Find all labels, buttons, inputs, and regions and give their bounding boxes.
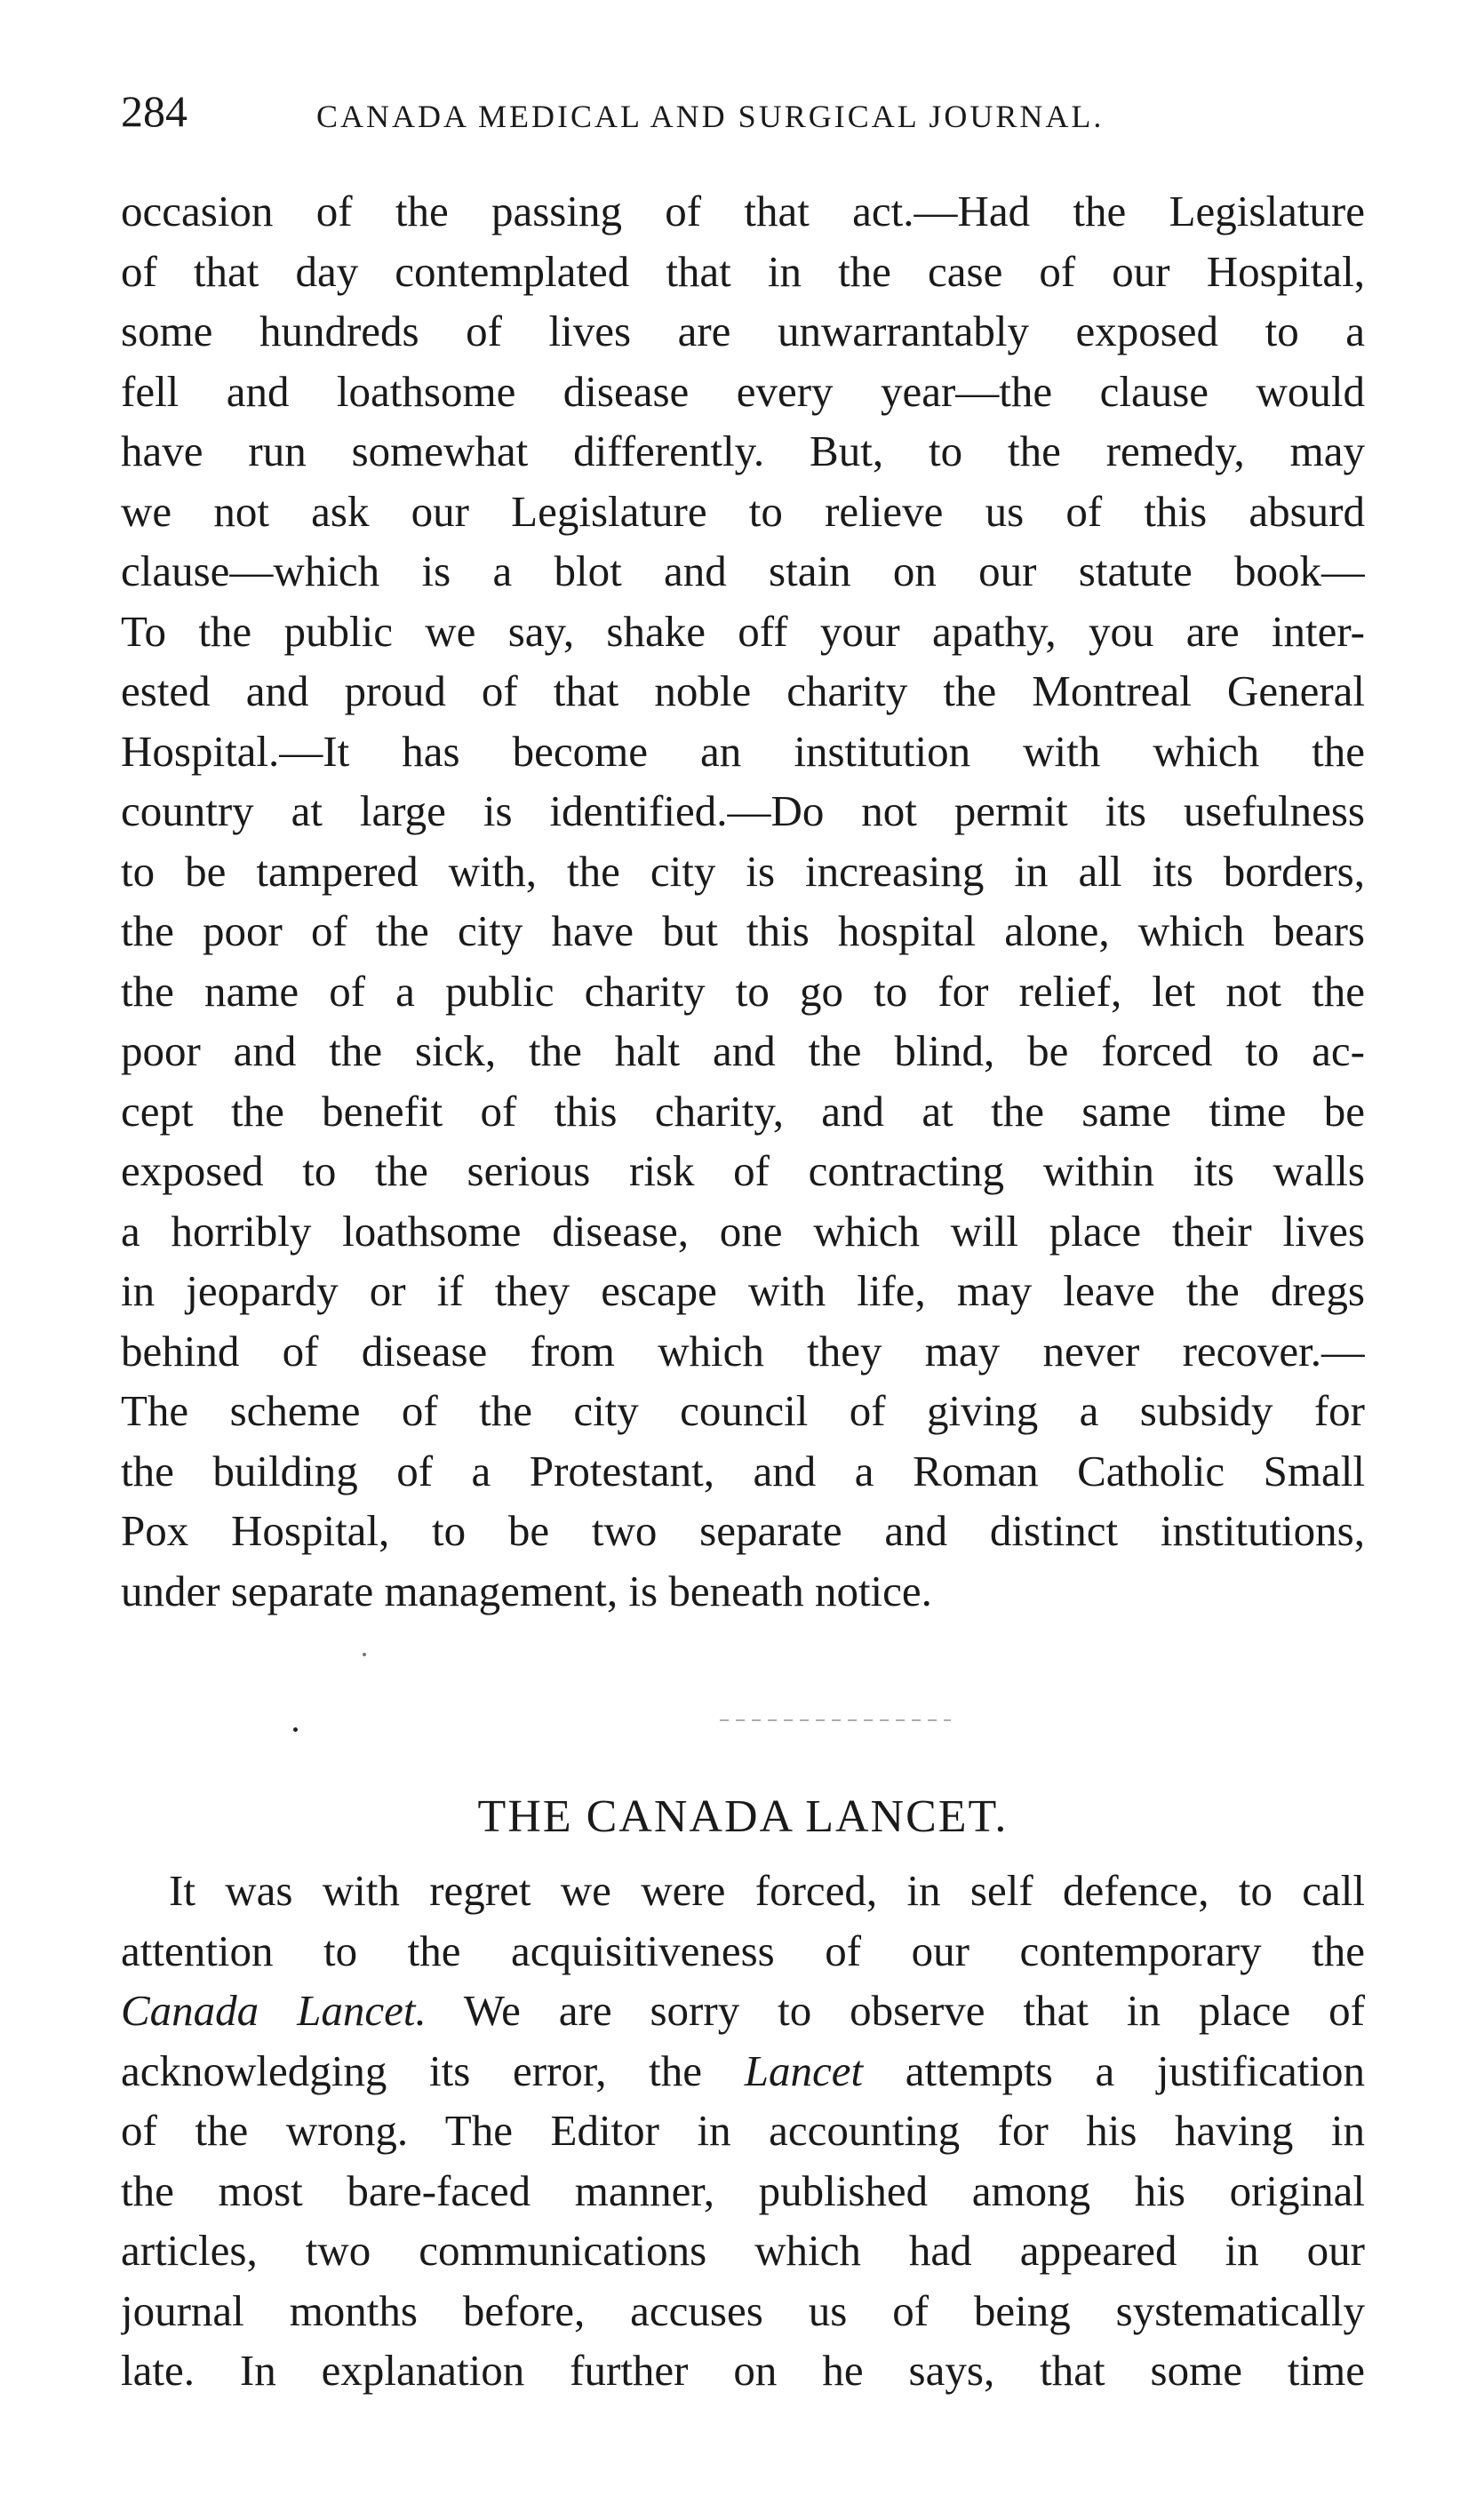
text-line: the building of a Protestant, and a Roman Catholic Small <box>121 1446 1365 1495</box>
ink-speck <box>293 1727 298 1732</box>
text-run: acknowledging its error, the <box>121 2045 745 2095</box>
section-divider <box>720 1719 951 1721</box>
section-heading: THE CANADA LANCET. <box>477 1791 1009 1842</box>
text-line: attention to the acquisitiveness of our contemporary the <box>121 1926 1365 1975</box>
ink-speck <box>363 1653 366 1656</box>
text-line: journal months before, accuses us of being systematically <box>121 2285 1365 2335</box>
text-line: poor and the sick, the halt and the blind, be forced to ac- <box>121 1026 1365 1075</box>
page-number: 284 <box>121 86 187 136</box>
continued-article-text <box>121 181 1365 1621</box>
text-line: the poor of the city have but this hospital alone, which bears <box>121 906 1365 955</box>
text-line: to be tampered with, the city is increasing in all its borders, <box>121 846 1365 896</box>
text-line: exposed to the serious risk of contracting within its walls <box>121 1146 1365 1195</box>
text-line: a horribly loathsome disease, one which will place their lives <box>121 1206 1365 1256</box>
text-line: the name of a public charity to go to for relief, let not the <box>121 966 1365 1016</box>
text-line: cept the benefit of this charity, and at the same time be <box>121 1086 1365 1136</box>
text-line: occasion of the passing of that act.—Had the Legislature <box>121 187 1365 235</box>
text-line <box>121 2041 1365 2101</box>
text-line: clause—which is a blot and stain on our statute book— <box>121 546 1365 595</box>
text-line: It was with regret we were forced, in self defence, to call <box>169 1866 1365 1915</box>
text-line: some hundreds of lives are unwarrantably exposed to a <box>121 307 1365 355</box>
text-line: in jeopardy or if they escape with life, may leave the dregs <box>121 1266 1365 1315</box>
text-line: The scheme of the city council of giving a subsidy for <box>121 1386 1365 1435</box>
text-line: the most bare-faced manner, published among his original <box>121 2165 1365 2215</box>
running-head <box>121 80 1365 142</box>
text-line: fell and loathsome disease every year—the clause would <box>121 366 1365 416</box>
text-line: of the wrong. The Editor in accounting for his having in <box>121 2106 1365 2155</box>
text-line: we not ask our Legislature to relieve us of this absurd <box>121 486 1365 536</box>
text-line: ested and proud of that noble charity the Montreal General <box>121 666 1365 715</box>
text-line: under separate management, is beneath notice. <box>121 1566 932 1615</box>
text-line: have run somewhat differently. But, to the remedy, may <box>121 427 1365 475</box>
text-line: of that day contemplated that in the case of our Hospital, <box>121 246 1365 296</box>
text-line: Pox Hospital, to be two separate and distinct institutions, <box>121 1506 1365 1555</box>
journal-title: CANADA MEDICAL AND SURGICAL JOURNAL. <box>316 99 1105 134</box>
text-line: late. In explanation further on he says, that some time <box>121 2346 1365 2395</box>
italic-title: Lancet <box>744 2045 864 2095</box>
text-run: attempts a justification <box>863 2045 1365 2095</box>
text-line: country at large is identified.—Do not permit its usefulness <box>121 786 1365 835</box>
text-line: articles, two communications which had appeared in our <box>121 2226 1365 2275</box>
text-line <box>121 1981 1365 2041</box>
text-line: To the public we say, shake off your apathy, you are inter- <box>121 606 1365 656</box>
italic-title: Canada Lancet. <box>121 1986 427 2035</box>
text-run: We are sorry to observe that in place of <box>426 1986 1365 2035</box>
text-line: behind of disease from which they may never recover.— <box>121 1326 1365 1376</box>
text-line: Hospital.—It has become an institution with which the <box>121 726 1365 776</box>
lancet-article-text <box>121 1861 1365 2401</box>
